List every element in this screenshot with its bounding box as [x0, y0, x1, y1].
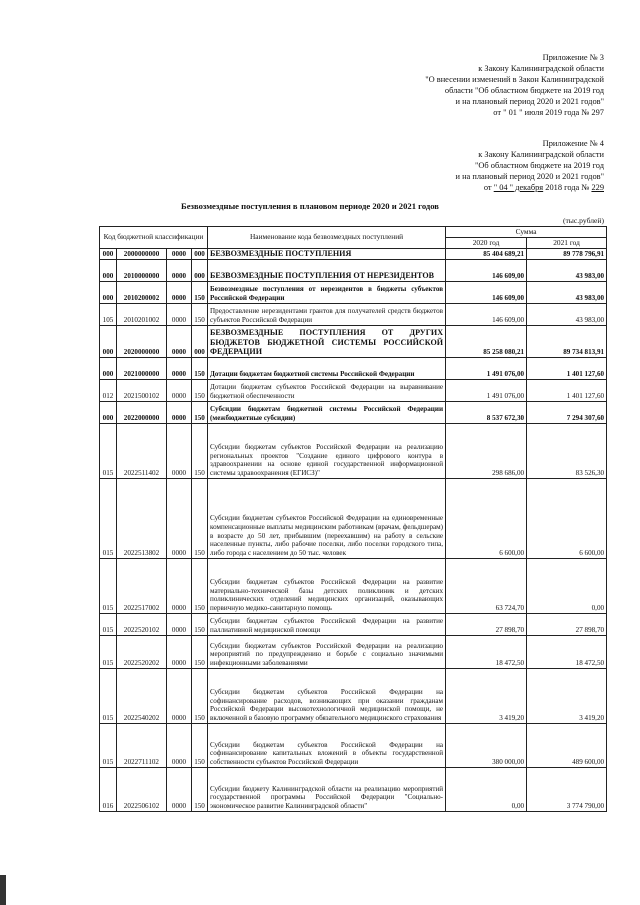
code-main: 2022511402: [117, 424, 167, 479]
code-main: 2010000000: [117, 260, 167, 282]
table-row: [100, 614, 607, 636]
code-program: 0000: [167, 358, 192, 380]
amount-2020: 146 609,00: [446, 304, 527, 326]
code-main: 2022513802: [117, 479, 167, 559]
amount-2020: 380 000,00: [446, 724, 527, 768]
table-row: [100, 724, 607, 768]
code-kosgu: 150: [192, 358, 208, 380]
code-program: 0000: [167, 282, 192, 304]
code-main: 2022711102: [117, 724, 167, 768]
code-admin: 000: [100, 326, 117, 358]
code-admin: 015: [100, 636, 117, 669]
table-row: [100, 282, 607, 304]
amount-2021: 1 401 127,60: [527, 358, 607, 380]
income-name: Субсидии бюджетам субъектов Российской Федерации на реализацию региональных проектов "Создание единого цифрового контура в здравоохранении на основе единой государственной информационной системы здравоохранения (ЕГИСЗ)": [208, 424, 446, 479]
code-main: 2022520202: [117, 636, 167, 669]
units-label: (тыс.рублей): [562, 216, 604, 225]
code-kosgu: 150: [192, 424, 208, 479]
annex-3-line: и на плановый период 2020 и 2021 годов": [455, 97, 604, 106]
income-name: БЕЗВОЗМЕЗДНЫЕ ПОСТУПЛЕНИЯ: [208, 249, 446, 260]
annex-3-header: [425, 52, 604, 118]
code-admin: 000: [100, 260, 117, 282]
annex-4-line: "Об областном бюджете на 2019 год: [474, 161, 604, 170]
amount-2021: 3 419,20: [527, 669, 607, 724]
code-admin: 015: [100, 724, 117, 768]
amount-2021: 43 983,00: [527, 304, 607, 326]
code-kosgu: 150: [192, 614, 208, 636]
code-admin: 015: [100, 614, 117, 636]
amount-2021: 83 526,30: [527, 424, 607, 479]
date-day: " 04 ": [493, 183, 514, 192]
amount-2021: 3 774 790,00: [527, 768, 607, 812]
amount-2020: 27 898,70: [446, 614, 527, 636]
table-row: [100, 768, 607, 812]
table-row: [100, 559, 607, 614]
code-main: 2000000000: [117, 249, 167, 260]
amount-2021: 43 983,00: [527, 282, 607, 304]
amount-2020: 146 609,00: [446, 282, 527, 304]
annex-3-line: Приложение № 3: [542, 53, 604, 62]
table-row: [100, 358, 607, 380]
code-program: 0000: [167, 636, 192, 669]
amount-2020: 85 404 689,21: [446, 249, 527, 260]
income-name: Субсидии бюджетам субъектов Российской Федерации на развитие паллиативной медицинской помощи: [208, 614, 446, 636]
amount-2021: 6 600,00: [527, 479, 607, 559]
code-main: 2021000000: [117, 358, 167, 380]
header-2020: 2020 год: [446, 238, 527, 249]
amount-2021: 89 734 813,91: [527, 326, 607, 358]
table-row: [100, 479, 607, 559]
code-kosgu: 150: [192, 282, 208, 304]
table-row: [100, 249, 607, 260]
amount-2021: 27 898,70: [527, 614, 607, 636]
table-row: [100, 304, 607, 326]
income-name: Дотации бюджетам бюджетной системы Российской Федерации: [208, 358, 446, 380]
code-admin: 015: [100, 559, 117, 614]
code-program: 0000: [167, 724, 192, 768]
income-name: Субсидии бюджетам бюджетной системы Российской Федерации (межбюджетные субсидии): [208, 402, 446, 424]
code-program: 0000: [167, 768, 192, 812]
code-kosgu: 150: [192, 479, 208, 559]
code-admin: 000: [100, 402, 117, 424]
code-program: 0000: [167, 402, 192, 424]
budget-table: [99, 226, 607, 812]
code-program: 0000: [167, 479, 192, 559]
code-kosgu: 150: [192, 724, 208, 768]
table-row: [100, 402, 607, 424]
code-admin: 000: [100, 358, 117, 380]
table-row: [100, 326, 607, 358]
code-kosgu: 150: [192, 304, 208, 326]
annex-3-line: от " 01 " июля 2019 года № 297: [493, 108, 604, 117]
header-code: Код бюджетной классификации: [100, 227, 208, 249]
code-admin: 015: [100, 479, 117, 559]
code-kosgu: 000: [192, 326, 208, 358]
income-name: Субсидии бюджетам субъектов Российской Федерации на развитие материально-технической базы детских поликлиник и детских поликлинических отделений медицинских организаций, оказывающих первичную медико-санитарную помощь: [208, 559, 446, 614]
code-kosgu: 150: [192, 559, 208, 614]
code-admin: 012: [100, 380, 117, 402]
table-row: [100, 424, 607, 479]
amount-2021: 43 983,00: [527, 260, 607, 282]
amount-2020: 3 419,20: [446, 669, 527, 724]
code-main: 2020000000: [117, 326, 167, 358]
amount-2020: 85 258 080,21: [446, 326, 527, 358]
code-admin: 105: [100, 304, 117, 326]
code-program: 0000: [167, 249, 192, 260]
date-month: декабря: [513, 183, 544, 192]
income-name: БЕЗВОЗМЕЗДНЫЕ ПОСТУПЛЕНИЯ ОТ ДРУГИХ БЮДЖЕТОВ БЮДЖЕТНОЙ СИСТЕМЫ РОССИЙСКОЙ ФЕДЕРАЦИИ: [208, 326, 446, 358]
code-program: 0000: [167, 304, 192, 326]
header-sum: Сумма: [446, 227, 607, 238]
header-name: Наименование кода безвозмездных поступлений: [208, 227, 446, 249]
code-program: 0000: [167, 380, 192, 402]
code-program: 0000: [167, 669, 192, 724]
amount-2020: 0,00: [446, 768, 527, 812]
income-name: БЕЗВОЗМЕЗДНЫЕ ПОСТУПЛЕНИЯ ОТ НЕРЕЗИДЕНТОВ: [208, 260, 446, 282]
code-program: 0000: [167, 614, 192, 636]
amount-2020: 8 537 672,30: [446, 402, 527, 424]
code-admin: 015: [100, 424, 117, 479]
amount-2021: 489 600,00: [527, 724, 607, 768]
annex-3-line: "О внесении изменений в Закон Калининградской: [425, 75, 604, 84]
income-name: Субсидии бюджетам субъектов Российской Федерации на единовременные компенсационные выплаты медицинским работникам (врачам, фельдшерам) в возрасте до 50 лет, прибывшим (переехавшим) на работу в сельские населенные пункты, либо рабочие поселки, либо поселки городского типа, либо города с населением до 50 тыс. человек: [208, 479, 446, 559]
amount-2021: 89 778 796,91: [527, 249, 607, 260]
document-title: Безвозмездные поступления в плановом периоде 2020 и 2021 годов: [181, 201, 439, 211]
code-program: 0000: [167, 326, 192, 358]
annex-3-line: области "Об областном бюджете на 2019 год: [444, 86, 604, 95]
income-name: Безвозмездные поступления от нерезидентов в бюджеты субъектов Российской Федерации: [208, 282, 446, 304]
annex-4-header: [456, 138, 605, 193]
code-main: 2022506102: [117, 768, 167, 812]
code-admin: 016: [100, 768, 117, 812]
code-admin: 000: [100, 282, 117, 304]
amount-2021: 1 401 127,60: [527, 380, 607, 402]
amount-2020: 298 686,00: [446, 424, 527, 479]
table-row: [100, 636, 607, 669]
code-kosgu: 000: [192, 249, 208, 260]
amount-2020: 1 491 076,00: [446, 358, 527, 380]
code-kosgu: 150: [192, 380, 208, 402]
amount-2020: 63 724,70: [446, 559, 527, 614]
code-admin: 000: [100, 249, 117, 260]
amount-2021: 7 294 307,60: [527, 402, 607, 424]
amount-2020: 146 609,00: [446, 260, 527, 282]
code-kosgu: 150: [192, 669, 208, 724]
amount-2020: 1 491 076,00: [446, 380, 527, 402]
code-main: 2022520102: [117, 614, 167, 636]
income-name: Субсидии бюджетам субъектов Российской Федерации на софинансирование капитальных вложений в объекты государственной собственности субъектов Российской Федерации: [208, 724, 446, 768]
code-kosgu: 000: [192, 260, 208, 282]
date-year: 2018 года №: [543, 183, 592, 192]
header-2021: 2021 год: [527, 238, 607, 249]
code-main: 2022540202: [117, 669, 167, 724]
code-main: 2010201002: [117, 304, 167, 326]
amount-2020: 18 472,50: [446, 636, 527, 669]
scan-mark: [0, 875, 6, 905]
income-name: Дотации бюджетам субъектов Российской Федерации на выравнивание бюджетной обеспеченности: [208, 380, 446, 402]
code-main: 2021500102: [117, 380, 167, 402]
income-name: Субсидии бюджету Калининградской области на реализацию мероприятий государственной программы Российской Федерации "Социально-экономическое развитие Калининградской области": [208, 768, 446, 812]
amount-2021: 0,00: [527, 559, 607, 614]
code-admin: 015: [100, 669, 117, 724]
code-main: 2010200002: [117, 282, 167, 304]
annex-4-line: и на плановый период 2020 и 2021 годов": [455, 172, 604, 181]
amount-2020: 6 600,00: [446, 479, 527, 559]
code-program: 0000: [167, 260, 192, 282]
income-name: Предоставление нерезидентами грантов для получателей средств бюджетов субъектов Российской Федерации: [208, 304, 446, 326]
annex-4-date-line: [456, 182, 605, 193]
income-name: Субсидии бюджетам субъектов Российской Федерации на реализацию мероприятий по предупреждению и борьбе с социально значимыми инфекционными заболеваниями: [208, 636, 446, 669]
income-name: Субсидии бюджетам субъектов Российской Федерации на софинансирование расходов, возникающих при оказании гражданам Российской Федерации высокотехнологичной медицинской помощи, не включенной в базовую программу обязательного медицинского страхования: [208, 669, 446, 724]
date-prefix: от: [483, 183, 494, 192]
table-row: [100, 380, 607, 402]
code-program: 0000: [167, 424, 192, 479]
code-program: 0000: [167, 559, 192, 614]
table-row: [100, 669, 607, 724]
code-kosgu: 150: [192, 402, 208, 424]
table-row: [100, 260, 607, 282]
annex-3-line: к Закону Калининградской области: [478, 64, 604, 73]
date-number: 229: [591, 183, 604, 192]
code-kosgu: 150: [192, 636, 208, 669]
annex-4-line: к Закону Калининградской области: [478, 150, 604, 159]
code-main: 2022000000: [117, 402, 167, 424]
code-kosgu: 150: [192, 768, 208, 812]
annex-4-line: Приложение № 4: [542, 139, 604, 148]
amount-2021: 18 472,50: [527, 636, 607, 669]
code-main: 2022517002: [117, 559, 167, 614]
